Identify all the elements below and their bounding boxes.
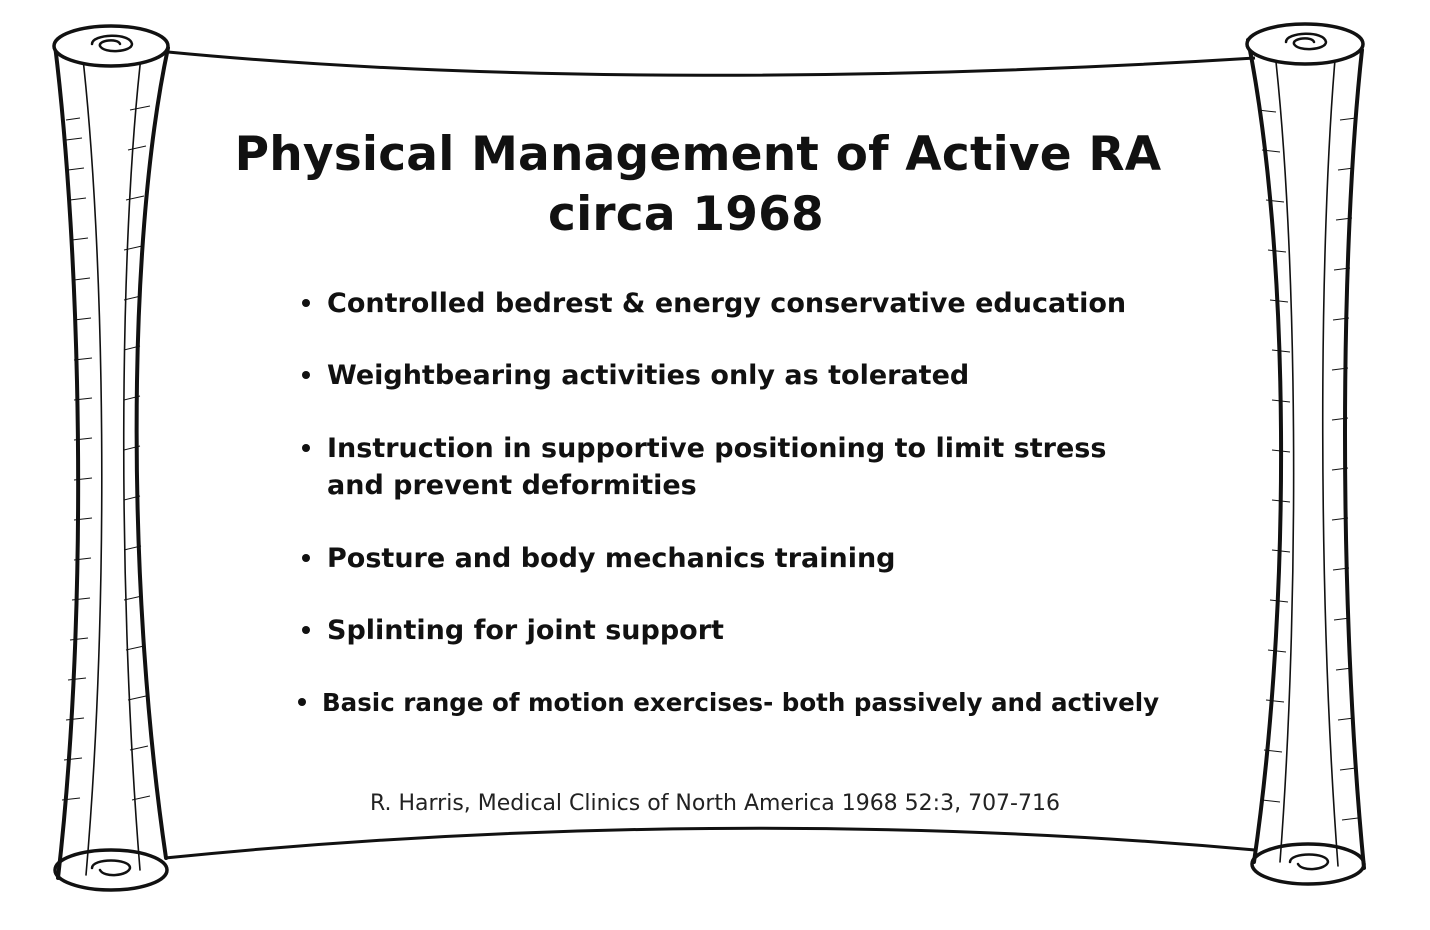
bullet-dot-icon <box>302 444 310 452</box>
list-item: Instruction in supportive positioning to limit stress and prevent deformities <box>327 430 1106 504</box>
list-item: Splinting for joint support <box>327 612 724 649</box>
list-item: Weightbearing activities only as tolerated <box>327 357 969 394</box>
list-item: Posture and body mechanics training <box>327 540 896 577</box>
bullet-dot-icon <box>302 299 310 307</box>
list-item: Controlled bedrest & energy conservative education <box>327 285 1126 322</box>
list-item: Basic range of motion exercises- both passively and actively <box>322 684 1159 721</box>
scroll-top-edge <box>168 52 1255 75</box>
bullet-dot-icon <box>298 698 306 706</box>
page-subtitle: circa 1968 <box>548 187 824 242</box>
bullet-dot-icon <box>302 626 310 634</box>
bullet-dot-icon <box>302 371 310 379</box>
scroll-bottom-edge <box>165 828 1255 858</box>
bullet-dot-icon <box>302 554 310 562</box>
page-title: Physical Management of Active RA <box>234 127 1162 182</box>
right-roller <box>1247 24 1364 884</box>
citation: R. Harris, Medical Clinics of North America 1968 52:3, 707-716 <box>369 791 1060 816</box>
